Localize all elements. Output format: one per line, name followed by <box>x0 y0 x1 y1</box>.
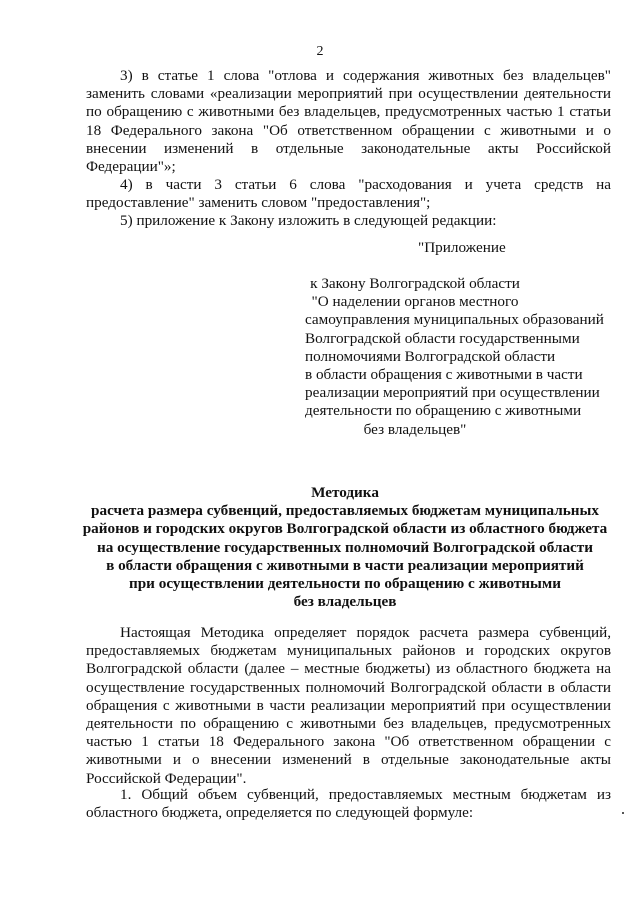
methodology-title <box>80 484 610 611</box>
amendment-item-4: 4) в части 3 статьи 6 слова "расходования и учета средств на предоставление" заменить словом "предоставления"; <box>86 176 611 212</box>
appendix-ref-line: "О наделении органов местного <box>311 293 519 311</box>
amendment-item-5: 5) приложение к Закону изложить в следующей редакции: <box>120 212 497 229</box>
appendix-ref-line: без владельцев" <box>363 420 467 438</box>
appendix-ref-line: в области обращения с животными в части <box>305 366 583 384</box>
methodology-intro: Настоящая Методика определяет порядок расчета размера субвенций, предоставляемых бюджетам муниципальных районов и городских округов Волгоградской области (далее – местные бюджеты) из областного бюджета на осуществление государственных полномочий Волгоградской области в области обращения с животными в части реализации мероприятий при осуществлении деятельности по обращению с животными без владельцев, предусмотренных частью 1 статьи 18 Федерального закона "Об ответственном обращении с животными и о внесении изменений в отдельные законодательные акты Российской Федерации". <box>86 624 611 787</box>
methodology-title-line: расчета размера субвенций, предоставляемых бюджетам муниципальных <box>91 502 599 520</box>
page-number: 2 <box>316 44 324 59</box>
methodology-title-line: Методика <box>311 484 379 501</box>
scan-artifact-dot <box>622 812 624 814</box>
appendix-ref-line: полномочиями Волгоградской области <box>305 347 556 365</box>
appendix-ref-line: Волгоградской области государственными <box>305 329 580 347</box>
appendix-ref-line: самоуправления муниципальных образований <box>305 311 604 329</box>
appendix-ref-line: деятельности по обращению с животными <box>305 402 582 420</box>
methodology-point-1: 1. Общий объем субвенций, предоставляемых местным бюджетам из областного бюджета, определяется по следующей формуле: <box>86 786 611 822</box>
methodology-title-line: при осуществлении деятельности по обращению с животными <box>128 575 561 593</box>
appendix-title: "Приложение <box>418 239 506 256</box>
methodology-title-line: на осуществление государственных полномочий Волгоградской области <box>96 538 594 556</box>
methodology-title-line: без владельцев <box>293 593 397 611</box>
methodology-title-line: в области обращения с животными в части реализации мероприятий <box>106 556 584 574</box>
methodology-title-line: районов и городских округов Волгоградской области из областного бюджета <box>82 520 608 538</box>
appendix-ref-line: реализации мероприятий при осуществлении <box>305 384 600 402</box>
appendix-ref-line: к Закону Волгоградской области <box>310 275 520 292</box>
appendix-reference <box>305 275 604 439</box>
amendment-item-3: 3) в статье 1 слова "отлова и содержания животных без владельцев" заменить словами «реализации мероприятий при осуществлении деятельности по обращению с животными без владельцев, предусмотренных частью 1 статьи 18 Федерального закона "Об ответственном обращении с животными и о внесении изменений в отдельные законодательные акты Российской Федерации"»; <box>86 67 611 176</box>
